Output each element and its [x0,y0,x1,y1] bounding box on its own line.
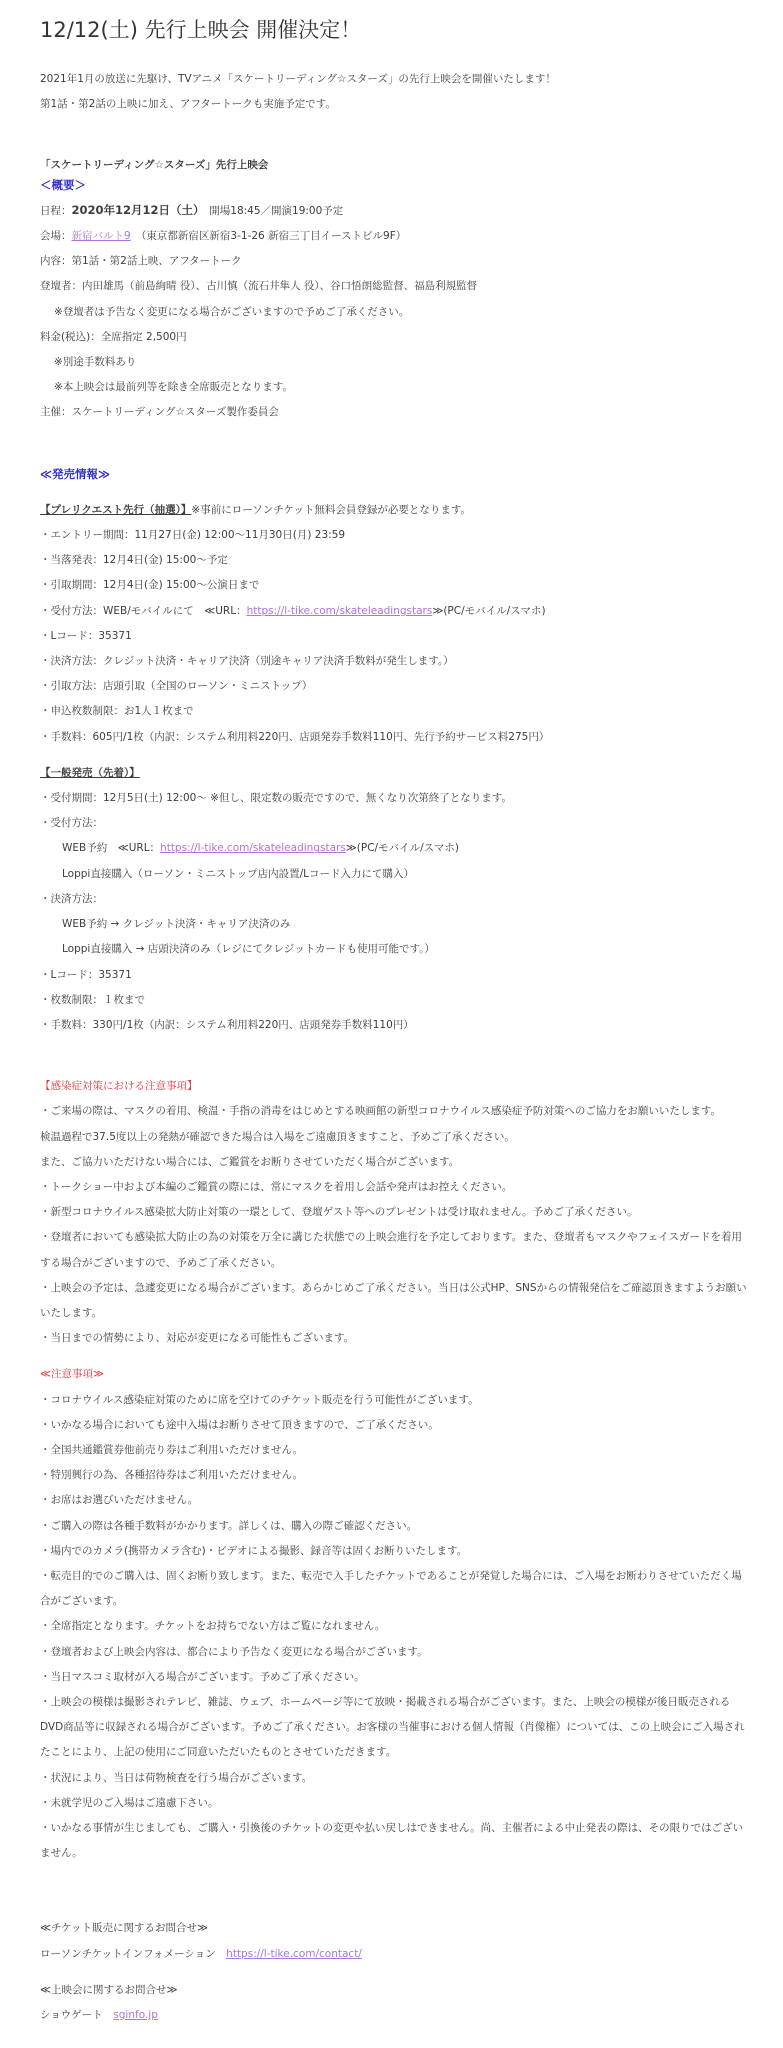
ticket-contact [40,1942,750,1967]
pre-limit: ・申込枚数制限：お1人１枚まで [40,705,194,718]
price-note: ※別途手数料あり [54,356,137,369]
article [40,18,750,2028]
sales-section [40,462,750,1038]
list-item: 検温過程で37.5度以上の発熱が確認できた場合は入場をご遠慮頂きますこと、予めご了承ください。 [40,1130,515,1143]
venue-label: 会場： [40,230,72,243]
event-contact-name: ショウゲート [40,2009,114,2022]
list-item: ・トークショー中および本編のご鑑賞の際には、常にマスクを着用し会話や発声はお控えください。 [40,1180,513,1193]
gen-period: ・受付期間：12月5日(土) 12:00～ ※但し、限定数の販売ですので、無くなり次第終了となります。 [40,792,512,805]
list-item: ・いかなる事情が生じましても、ご購入・引換後のチケットの変更や払い戻しはできません。尚、主催者による中止発表の際は、その限りではございません。 [40,1822,744,1860]
gen-payment: ・決済方法： [40,892,103,905]
list-item: ・全席指定となります。チケットをお持ちでない方はご覧になれません。 [40,1620,386,1633]
intro-line: 第1話・第2話の上映に加え、アフタートークも実施予定です。 [40,98,336,111]
event-date [40,198,750,224]
ticket-contact-name: ローソンチケットインフォメーション [40,1947,227,1960]
gen-method: ・受付方法： [40,817,103,830]
list-item: ・上映会の模様は撮影されテレビ、雑誌、ウェブ、ホームページ等にて放映・掲載される場合がございます。また、上映会の模様が後日販売されるDVD商品等に収録される場合がございます。予めご了承ください。お客様の当催事における個人情報（肖像権）については、この上映会にご入場されたことにより、上記の使用にご同意いただいたものとさせていただきます。 [40,1695,745,1759]
pre-entry: ・エントリー期間：11月27日(金) 12:00～11月30日(月) 23:59 [40,529,346,542]
list-item: ・当日までの情勢により、対応が変更になる可能性もございます。 [40,1332,355,1345]
pre-announce: ・当落発表：12月4日(金) 15:00～予定 [40,554,228,567]
gen-lcode: ・Lコード：35371 [40,968,132,981]
notes-section [40,1362,750,1866]
notes-heading: ≪注意事項≫ [40,1368,104,1381]
event-section [40,153,750,425]
list-item: ・新型コロナウイルス感染拡大防止対策の一環として、登壇ゲスト等へのプレゼントは受け取れません。予めご了承ください。 [40,1206,638,1219]
contact-section [40,1916,750,2028]
gen-pay-loppi: Loppi直接購入 → 店頭決済のみ（レジにてクレジットカードも使用可能です。） [62,943,435,956]
gen-web-suffix: ≫(PC/モバイル/スマホ) [345,842,460,855]
intro-line: 2021年1月の放送に先駆け、TVアニメ「スケートリーディング☆スターズ」の先行上映会を開催いたします！ [40,73,556,85]
gen-fee: ・手数料：330円/1枚（内訳：システム利用料220円、店頭発券手数料110円） [40,1018,414,1031]
date-time: 開場18:45／開演19:00予定 [198,204,344,217]
list-item: ・登壇者においても感染拡大防止の為の対策を万全に講じた状態での上映会進行を予定しております。また、登壇者もマスクやフェイスガードを着用する場合がございますので、予めご了承ください。 [40,1231,743,1269]
list-item: ・上映会の予定は、急遽変更になる場合がございます。あらかじめご了承ください。当日は公式HP、SNSからの情報発信をご確認頂きますようお願いいたします。 [40,1281,747,1319]
event-title: 「スケートリーディング☆スターズ」先行上映会 [40,159,269,172]
pre-lcode: ・Lコード：35371 [40,629,132,642]
list-item: ・当日マスコミ取材が入る場合がございます。予めご了承ください。 [40,1670,365,1683]
ltike-link[interactable]: https://l-tike.com/skateleadingstars [246,604,433,617]
pre-method-prefix: ・受付方法：WEB/モバイルにて ≪URL： [40,604,247,617]
list-item: ・コロナウイルス感染症対策のために席を空けてのチケット販売を行う可能性がございます。 [40,1393,479,1406]
covid-heading: 【感染症対策における注意事項】 [40,1080,198,1093]
gen-limit: ・枚数制限：１枚まで [40,993,145,1006]
overview-heading: ＜概要＞ [40,177,86,192]
event-contact-heading: ≪上映会に関するお問合せ≫ [40,1983,178,1996]
contact-link[interactable]: https://l-tike.com/contact/ [226,1947,362,1960]
venue-address: （東京都新宿区新宿3-1-26 新宿三丁目イーストビル9F） [130,230,407,243]
gen-web-prefix: WEB予約 ≪URL： [62,842,161,855]
pre-method [40,599,750,624]
page-title: 12/12(土) 先行上映会 開催決定！ [40,18,362,42]
event-contact [40,2003,750,2028]
list-item: ・状況により、当日は荷物検査を行う場合がございます。 [40,1771,313,1784]
list-item: また、ご協力いただけない場合には、ご鑑賞をお断りさせていただく場合がございます。 [40,1155,460,1168]
list-item: ・お席はお選びいただけません。 [40,1494,199,1507]
cast-note: ※登壇者は予告なく変更になる場合がございますので予めご了承ください。 [54,305,410,318]
pre-fee: ・手数料：605円/1枚（内訳：システム利用料220円、店頭発券手数料110円、先行予約サービス料275円） [40,730,550,743]
list-item: ・いかなる場合においても途中入場はお断りさせて頂きますので、ご了承ください。 [40,1418,439,1431]
covid-section [40,1074,750,1351]
list-item: ・登壇者および上映会内容は、都合により予告なく変更になる場合がございます。 [40,1645,428,1658]
event-content: 内容：第1話・第2話上映、アフタートーク [40,255,242,268]
price-note: ※本上映会は最前列等を除き全席販売となります。 [54,381,293,394]
gen-pay-web: WEB予約 → クレジット決済・キャリア決済のみ [62,918,291,931]
date-label: 日程： [40,204,72,217]
intro [40,67,750,117]
list-item: ・特別興行の為、各種招待券はご利用いただけません。 [40,1469,304,1482]
event-price: 料金(税込)：全席指定 2,500円 [40,330,187,343]
event-cast: 登壇者：内田雄馬（前島絢晴 役）、古川慎（流石井隼人 役）、谷口悟朗総監督、福島利規監督 [40,280,478,293]
prerequest-note: ※事前にローソンチケット無料会員登録が必要となります。 [191,503,472,516]
event-organizer: 主催：スケートリーディング☆スターズ製作委員会 [40,406,279,419]
general-label: 【一般発売（先着）】 [40,766,140,779]
pre-pickup-period: ・引取期間：12月4日(金) 15:00～公演日まで [40,579,260,592]
sginfo-link[interactable]: sginfo.jp [113,2009,158,2022]
date-value: 2020年12月12日（土） [71,202,199,217]
prerequest-label: 【プレリクエスト先行（抽選）】 [40,503,192,516]
list-item: ・全国共通鑑賞券他前売り券はご利用いただけません。 [40,1443,304,1456]
pre-method-suffix: ≫(PC/モバイル/スマホ) [432,604,546,617]
ticket-contact-heading: ≪チケット販売に関するお問合せ≫ [40,1922,209,1935]
list-item: ・転売目的でのご購入は、固くお断り致します。また、転売で入手したチケットであることが発覚した場合には、ご入場をお断わりさせていただく場合がございます。 [40,1569,742,1608]
venue-link[interactable]: 新宿バルト9 [71,230,131,243]
pre-payment: ・決済方法：クレジット決済・キャリア決済（別途キャリア決済手数料が発生します。） [40,655,454,668]
gen-web [40,836,750,861]
prerequest-label-line [40,498,750,523]
list-item: ・ご購入の際は各種手数料がかかります。詳しくは、購入の際ご確認ください。 [40,1519,418,1532]
list-item: ・ご来場の際は、マスクの着用、検温・手指の消毒をはじめとする映画館の新型コロナウイルス感染症予防対策へのご協力をお願いいたします。 [40,1105,722,1118]
event-venue [40,224,750,249]
ltike-link[interactable]: https://l-tike.com/skateleadingstars [160,842,346,855]
list-item: ・場内でのカメラ(携帯カメラ含む)・ビデオによる撮影、録音等は固くお断りいたします。 [40,1544,468,1557]
pre-pickup-method: ・引取方法：店頭引取（全国のローソン・ミニストップ） [40,680,313,693]
sales-heading: ≪発売情報≫ [40,466,111,481]
list-item: ・未就学児のご入場はご遠慮下さい。 [40,1796,219,1809]
gen-loppi: Loppi直接購入（ローソン・ミニストップ店内設置/Lコード入力にて購入） [62,867,414,880]
